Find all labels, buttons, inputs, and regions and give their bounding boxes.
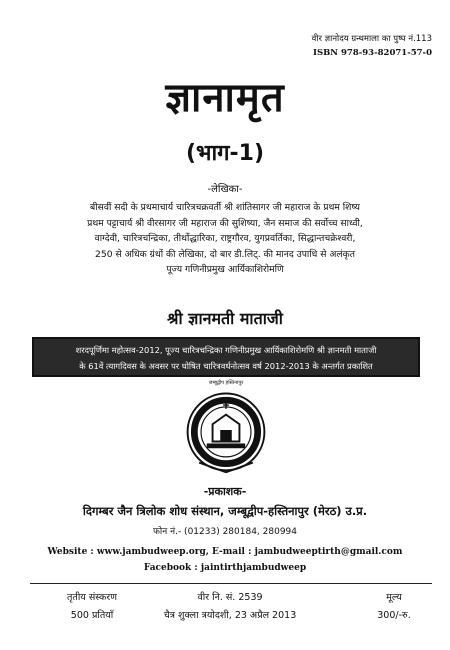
publication-date-text: चैत्र शुक्ला त्रयोदशी, 23 अप्रैल 2013 — [163, 610, 297, 621]
description-line: पूज्य गणिनीप्रमुख आर्यिकाशिरोमणि — [166, 264, 284, 275]
publisher-phone: फोन नं.- (01233) 280184, 280994 — [152, 527, 298, 537]
institute-emblem-logo — [178, 382, 274, 478]
date-info — [120, 589, 340, 625]
edition-text: तृतीय संस्करण — [67, 592, 117, 603]
isbn-text: ISBN 978-93-82071-57-0 — [312, 48, 432, 58]
footer-divider — [30, 583, 432, 584]
book-part: (भाग-1) — [185, 141, 265, 166]
banner-line: शरदपूर्णिमा महोत्सव-2012, पूज्य चारित्रचन्द्रिका गणिनीप्रमुख आर्यिकाशिरोमणि श्री ज्ञानमती माताजी — [75, 345, 377, 355]
series-text: वीर ज्ञानोदय ग्रन्थमाला का पुष्प नं.113 — [311, 34, 432, 44]
description-line: बीसवीं सदी के प्रथमाचार्य चारित्रचक्रवर्ती श्री शांतिसागर जी महाराज के प्रथम शिष्य — [90, 202, 360, 213]
vir-samvat-text: वीर नि. सं. 2539 — [197, 592, 263, 603]
price-value: 300/-रु. — [377, 610, 411, 621]
publisher-website: Website : www.jambudweep.org, E-mail : jambudweeptirth@gmail.com — [47, 547, 403, 557]
publisher-facebook: Facebook : jaintirthjambudweep — [143, 563, 307, 573]
publisher-label: -प्रकाशक- — [203, 485, 247, 498]
banner-line: के 61वें त्यागदिवस के अवसर पर घोषित चारित्रवर्धनोत्सव वर्ष 2012-2013 के अन्तर्गत प्रकाशित — [79, 361, 373, 371]
series-info — [172, 32, 432, 60]
description-line: 250 से अधिक ग्रंथों की लेखिका, दो बार डी.लिट्. की मानद उपाधि से अलंकृत — [95, 248, 355, 260]
author-description — [18, 200, 432, 278]
author-label: -लेखिका- — [207, 184, 243, 195]
description-line: वाग्देवी, चारित्रचन्द्रिका, तीर्थोद्धारिका, राष्ट्रगौरव, युगप्रवर्तिका, सिद्धान्तचक्रेश्वरी, — [94, 233, 356, 244]
emblem-caption: जम्बूद्वीप हस्तिनापुर — [208, 380, 244, 386]
author-name: श्री ज्ञानमती माताजी — [167, 309, 283, 328]
price-info — [364, 589, 424, 625]
price-label: मूल्य — [386, 592, 402, 603]
book-title: ज्ञानामृत — [165, 75, 285, 121]
publication-banner — [32, 337, 420, 377]
publisher-name: दिगम्बर जैन त्रिलोक शोध संस्थान, जम्बूद्वीप-हस्तिनापुर (मेरठ) उ.प्र. — [82, 504, 368, 518]
copies-text: 500 प्रतियाँ — [70, 610, 114, 621]
description-line: प्रथम पट्टाचार्य श्री वीरसागर जी महाराज की सुशिष्या, जैन समाज की सर्वोच्च साध्वी, — [87, 217, 363, 229]
